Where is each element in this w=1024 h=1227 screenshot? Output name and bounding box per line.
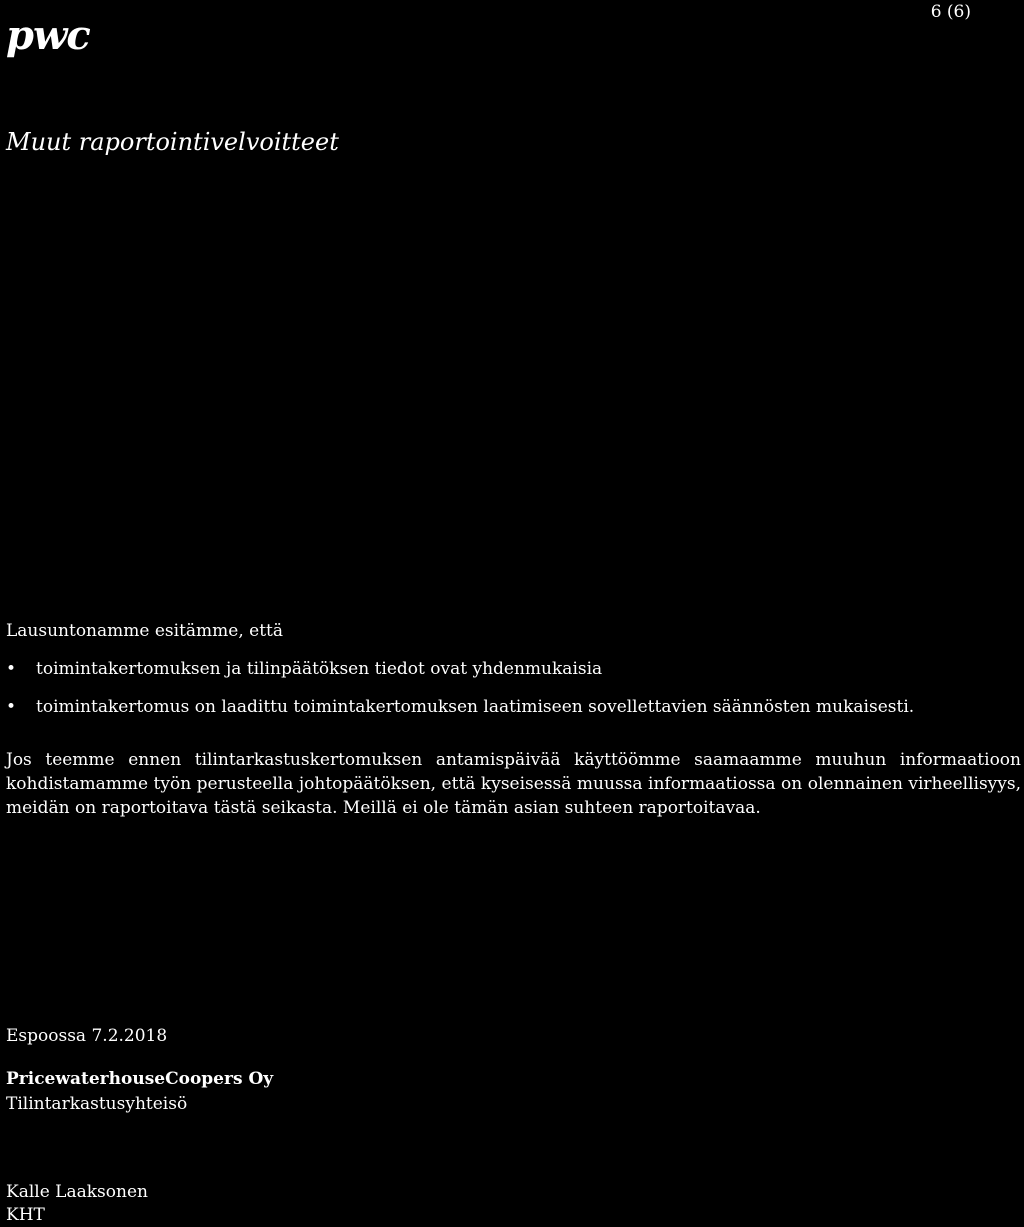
- other-information-paragraph: Jos teemme ennen tilintarkastuskertomuksen antamispäivää käyttöömme saamaamme muuhun informaatioon kohdistamamme työn perusteella johtopäätöksen, että kyseisessä muussa informaatiossa on olennainen virheellisyys, meidän on raportoitava tästä seikasta. Meillä ei ole tämän asian suhteen raportoitavaa.: [6, 750, 1021, 818]
- section-title: Muut raportointivelvoitteet: [6, 128, 339, 156]
- list-item: • toimintakertomuksen ja tilinpäätöksen tiedot ovat yhdenmukaisia: [6, 657, 914, 681]
- place-date: Espoossa 7.2.2018: [6, 1026, 168, 1046]
- signer-title: KHT: [6, 1205, 45, 1225]
- pwc-logo: pwc: [6, 12, 90, 59]
- list-item: • toimintakertomus on laadittu toimintakertomuksen laatimiseen sovellettavien säännösten mukaisesti.: [6, 695, 914, 719]
- intro-text: Lausuntonamme esitämme, että: [6, 621, 284, 641]
- firm-type: Tilintarkastusyhteisö: [6, 1094, 188, 1114]
- firm-name: PricewaterhouseCoopers Oy: [6, 1069, 274, 1089]
- statement-list: [6, 657, 914, 733]
- page-number: 6 (6): [930, 2, 971, 22]
- signer-name: Kalle Laaksonen: [6, 1182, 148, 1202]
